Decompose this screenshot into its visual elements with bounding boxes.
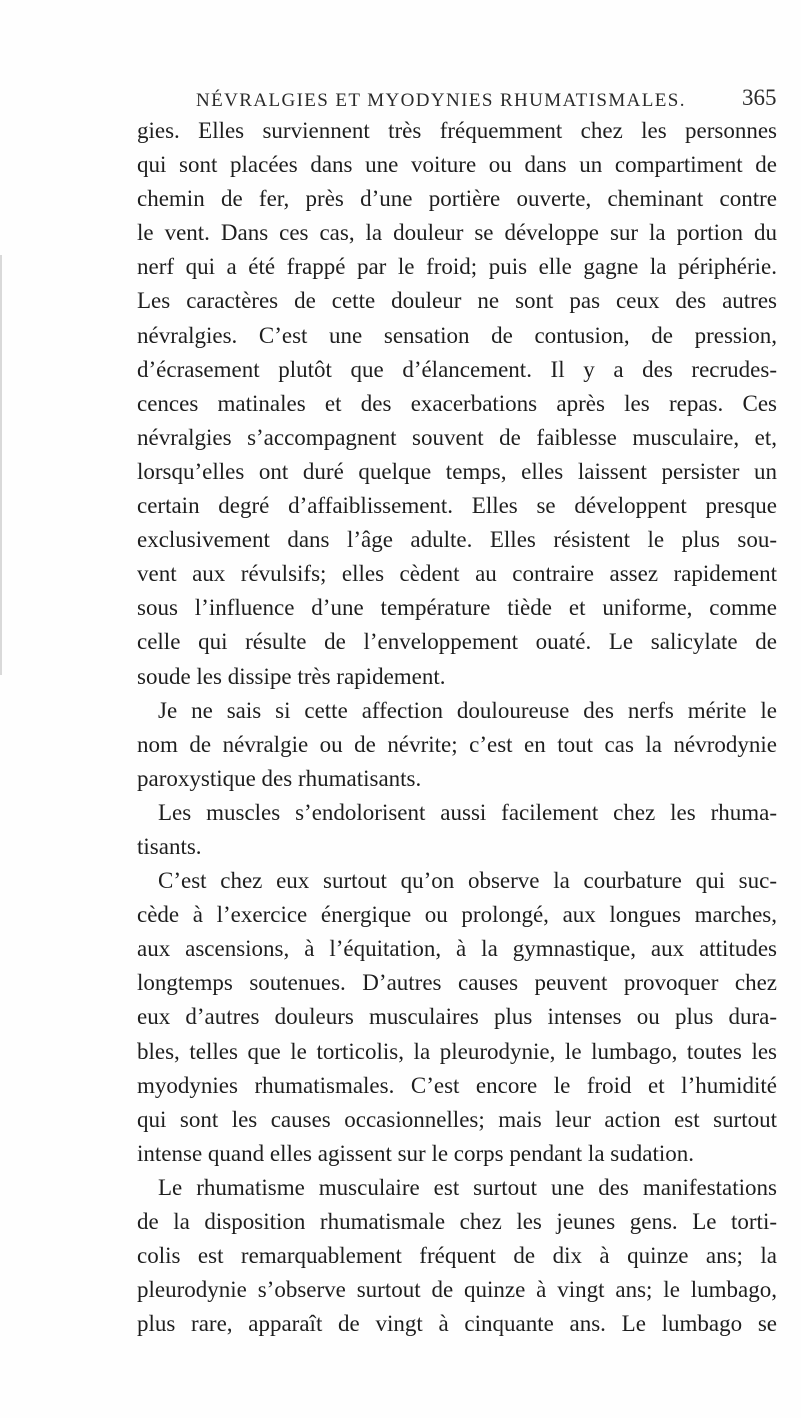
text-line: sous l’influence d’une température tiède et uniforme, comme (137, 595, 777, 621)
text-line: nerf qui a été frappé par le froid; puis elle gagne la périphérie. (137, 254, 777, 280)
text-line: cède à l’exercice énergique ou prolongé, aux longues marches, (137, 902, 777, 928)
text-line: le vent. Dans ces cas, la douleur se développe sur la portion du (137, 220, 777, 246)
body-text (137, 114, 777, 1341)
text-line: plus rare, apparaît de vingt à cinquante ans. Le lumbago se (137, 1311, 777, 1337)
text-line: nom de névralgie ou de névrite; c’est en tout cas la névrodynie (137, 731, 777, 757)
text-line: bles, telles que le torticolis, la pleurodynie, le lumbago, toutes les (137, 1038, 777, 1064)
text-line: Le rhumatisme musculaire est surtout une des manifestations (158, 1174, 777, 1200)
text-line: colis est remarquablement fréquent de dix à quinze ans; la (137, 1243, 777, 1269)
text-line: cences matinales et des exacerbations après les repas. Ces (137, 390, 777, 416)
text-line: vent aux révulsifs; elles cèdent au contraire assez rapidement (137, 561, 777, 587)
text-line: chemin de fer, près d’une portière ouverte, cheminant contre (137, 186, 777, 212)
text-line: Les muscles s’endolorisent aussi facilement chez les rhuma- (158, 799, 777, 825)
page-number: 365 (742, 85, 777, 110)
text-line: qui sont les causes occasionnelles; mais leur action est surtout (137, 1106, 777, 1132)
text-line: myodynies rhumatismales. C’est encore le froid et l’humidité (137, 1072, 777, 1098)
text-line: eux d’autres douleurs musculaires plus intenses ou plus dura- (137, 1004, 777, 1030)
text-line: névralgies. C’est une sensation de contusion, de pression, (137, 322, 777, 348)
text-line: soude les dissipe très rapidement. (137, 663, 446, 689)
text-line: lorsqu’elles ont duré quelque temps, elles laissent persister un (137, 458, 777, 484)
text-line: aux ascensions, à l’équitation, à la gymnastique, aux attitudes (137, 936, 777, 962)
text-line: C’est chez eux surtout qu’on observe la courbature qui suc- (158, 868, 777, 894)
text-line: gies. Elles surviennent très fréquemment chez les personnes (137, 118, 777, 143)
text-line: longtemps soutenues. D’autres causes peuvent provoquer chez (137, 970, 777, 996)
page-edge-shadow (0, 255, 2, 675)
text-line: Je ne sais si cette affection douloureuse des nerfs mérite le (158, 697, 777, 723)
text-line: paroxystique des rhumatisants. (137, 765, 422, 791)
text-line: de la disposition rhumatismale chez les jeunes gens. Le torti- (137, 1209, 777, 1234)
text-line: névralgies s’accompagnent souvent de faiblesse musculaire, et, (137, 424, 777, 450)
text-line: certain degré d’affaiblissement. Elles se développent presque (137, 493, 777, 519)
text-line: pleurodynie s’observe surtout de quinze à vingt ans; le lumbago, (137, 1277, 777, 1303)
text-line: d’écrasement plutôt que d’élancement. Il y a des recrudes- (137, 356, 777, 382)
text-line: tisants. (137, 833, 202, 859)
text-line: intense quand elles agissent sur le corps pendant la sudation. (137, 1140, 694, 1166)
text-line: qui sont placées dans une voiture ou dans un compartiment de (137, 152, 777, 178)
text-line: Les caractères de cette douleur ne sont pas ceux des autres (137, 288, 777, 314)
text-line: exclusivement dans l’âge adulte. Elles résistent le plus sou- (137, 527, 777, 553)
text-line: celle qui résulte de l’enveloppement ouaté. Le salicylate de (137, 629, 777, 655)
running-title: NÉVRALGIES ET MYODYNIES RHUMATISMALES. (196, 90, 686, 111)
